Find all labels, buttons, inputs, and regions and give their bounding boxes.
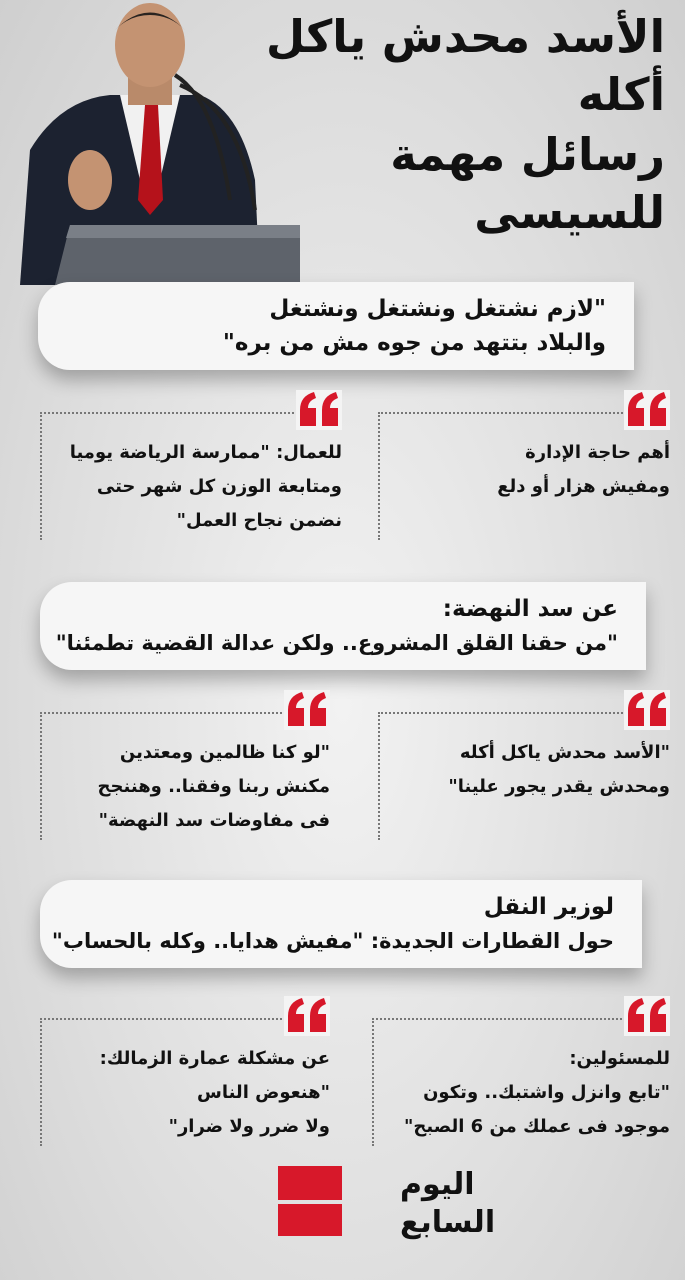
quote-mark-icon [624,390,670,430]
banner-2 [40,582,646,670]
logo-line-2: السابع [400,1205,496,1240]
quote-r3-left [40,1018,330,1146]
quote-line: للمسئولين: [569,1048,670,1069]
banner-1-line-1: "لازم نشتغل ونشتغل ونشتغل [269,296,606,322]
quote-line: "تابع وانزل واشتبك.. وتكون [423,1082,670,1103]
logo-line-1: اليوم [400,1167,475,1202]
banner-2-line-1: عن سد النهضة: [442,596,618,622]
title-line-2: رسائل مهمة للسيسى [390,128,665,239]
quote-line: موجود فى عملك من 6 الصبح" [404,1116,670,1137]
quote-r2-left [40,712,330,840]
quote-mark-icon [624,690,670,730]
youm7-logo [272,1160,496,1240]
quote-line: فى مفاوضات سد النهضة" [98,810,330,831]
quote-line: "لو كنا ظالمين ومعتدين [119,742,330,763]
banner-1 [38,282,634,370]
quote-line: نضمن نجاح العمل" [176,510,342,531]
quote-line: ومحدش يقدر يجور علينا" [448,776,670,797]
quote-r3-right [372,1018,670,1146]
quote-line: ومتابعة الوزن كل شهر حتى [96,476,342,497]
page-title [265,8,665,242]
banner-3-line-2: حول القطارات الجديدة: "مفيش هدايا.. وكله بالحساب" [51,929,614,953]
speaker-photo [0,0,300,285]
banner-3-line-1: لوزير النقل [483,894,614,920]
quote-line: أهم حاجة الإدارة [525,442,670,463]
quote-mark-icon [624,996,670,1036]
title-line-1: الأسد محدش ياكل أكله [265,10,665,121]
quote-line: مكنش ربنا وفقنا.. وهننجح [97,776,330,797]
quote-r1-left [40,412,342,540]
quote-line: ومفيش هزار أو دلع [497,476,670,497]
quote-line: ولا ضرر ولا ضرار" [168,1116,330,1137]
quote-line: "الأسد محدش ياكل أكله [459,742,670,763]
quote-mark-icon [296,390,342,430]
quote-line: للعمال: "ممارسة الرياضة يوميا [69,442,342,463]
quote-r2-right [378,712,670,840]
quote-line: "هنعوض الناس [196,1082,330,1103]
quote-mark-icon [284,996,330,1036]
banner-3 [40,880,642,968]
banner-1-line-2: والبلاد بتتهد من جوه مش من بره" [222,330,606,356]
quote-mark-icon [284,690,330,730]
quote-r1-right [378,412,670,540]
quote-line: عن مشكلة عمارة الزمالك: [99,1048,330,1069]
banner-2-line-2: "من حقنا القلق المشروع.. ولكن عدالة القضية تطمئنا" [55,631,618,655]
